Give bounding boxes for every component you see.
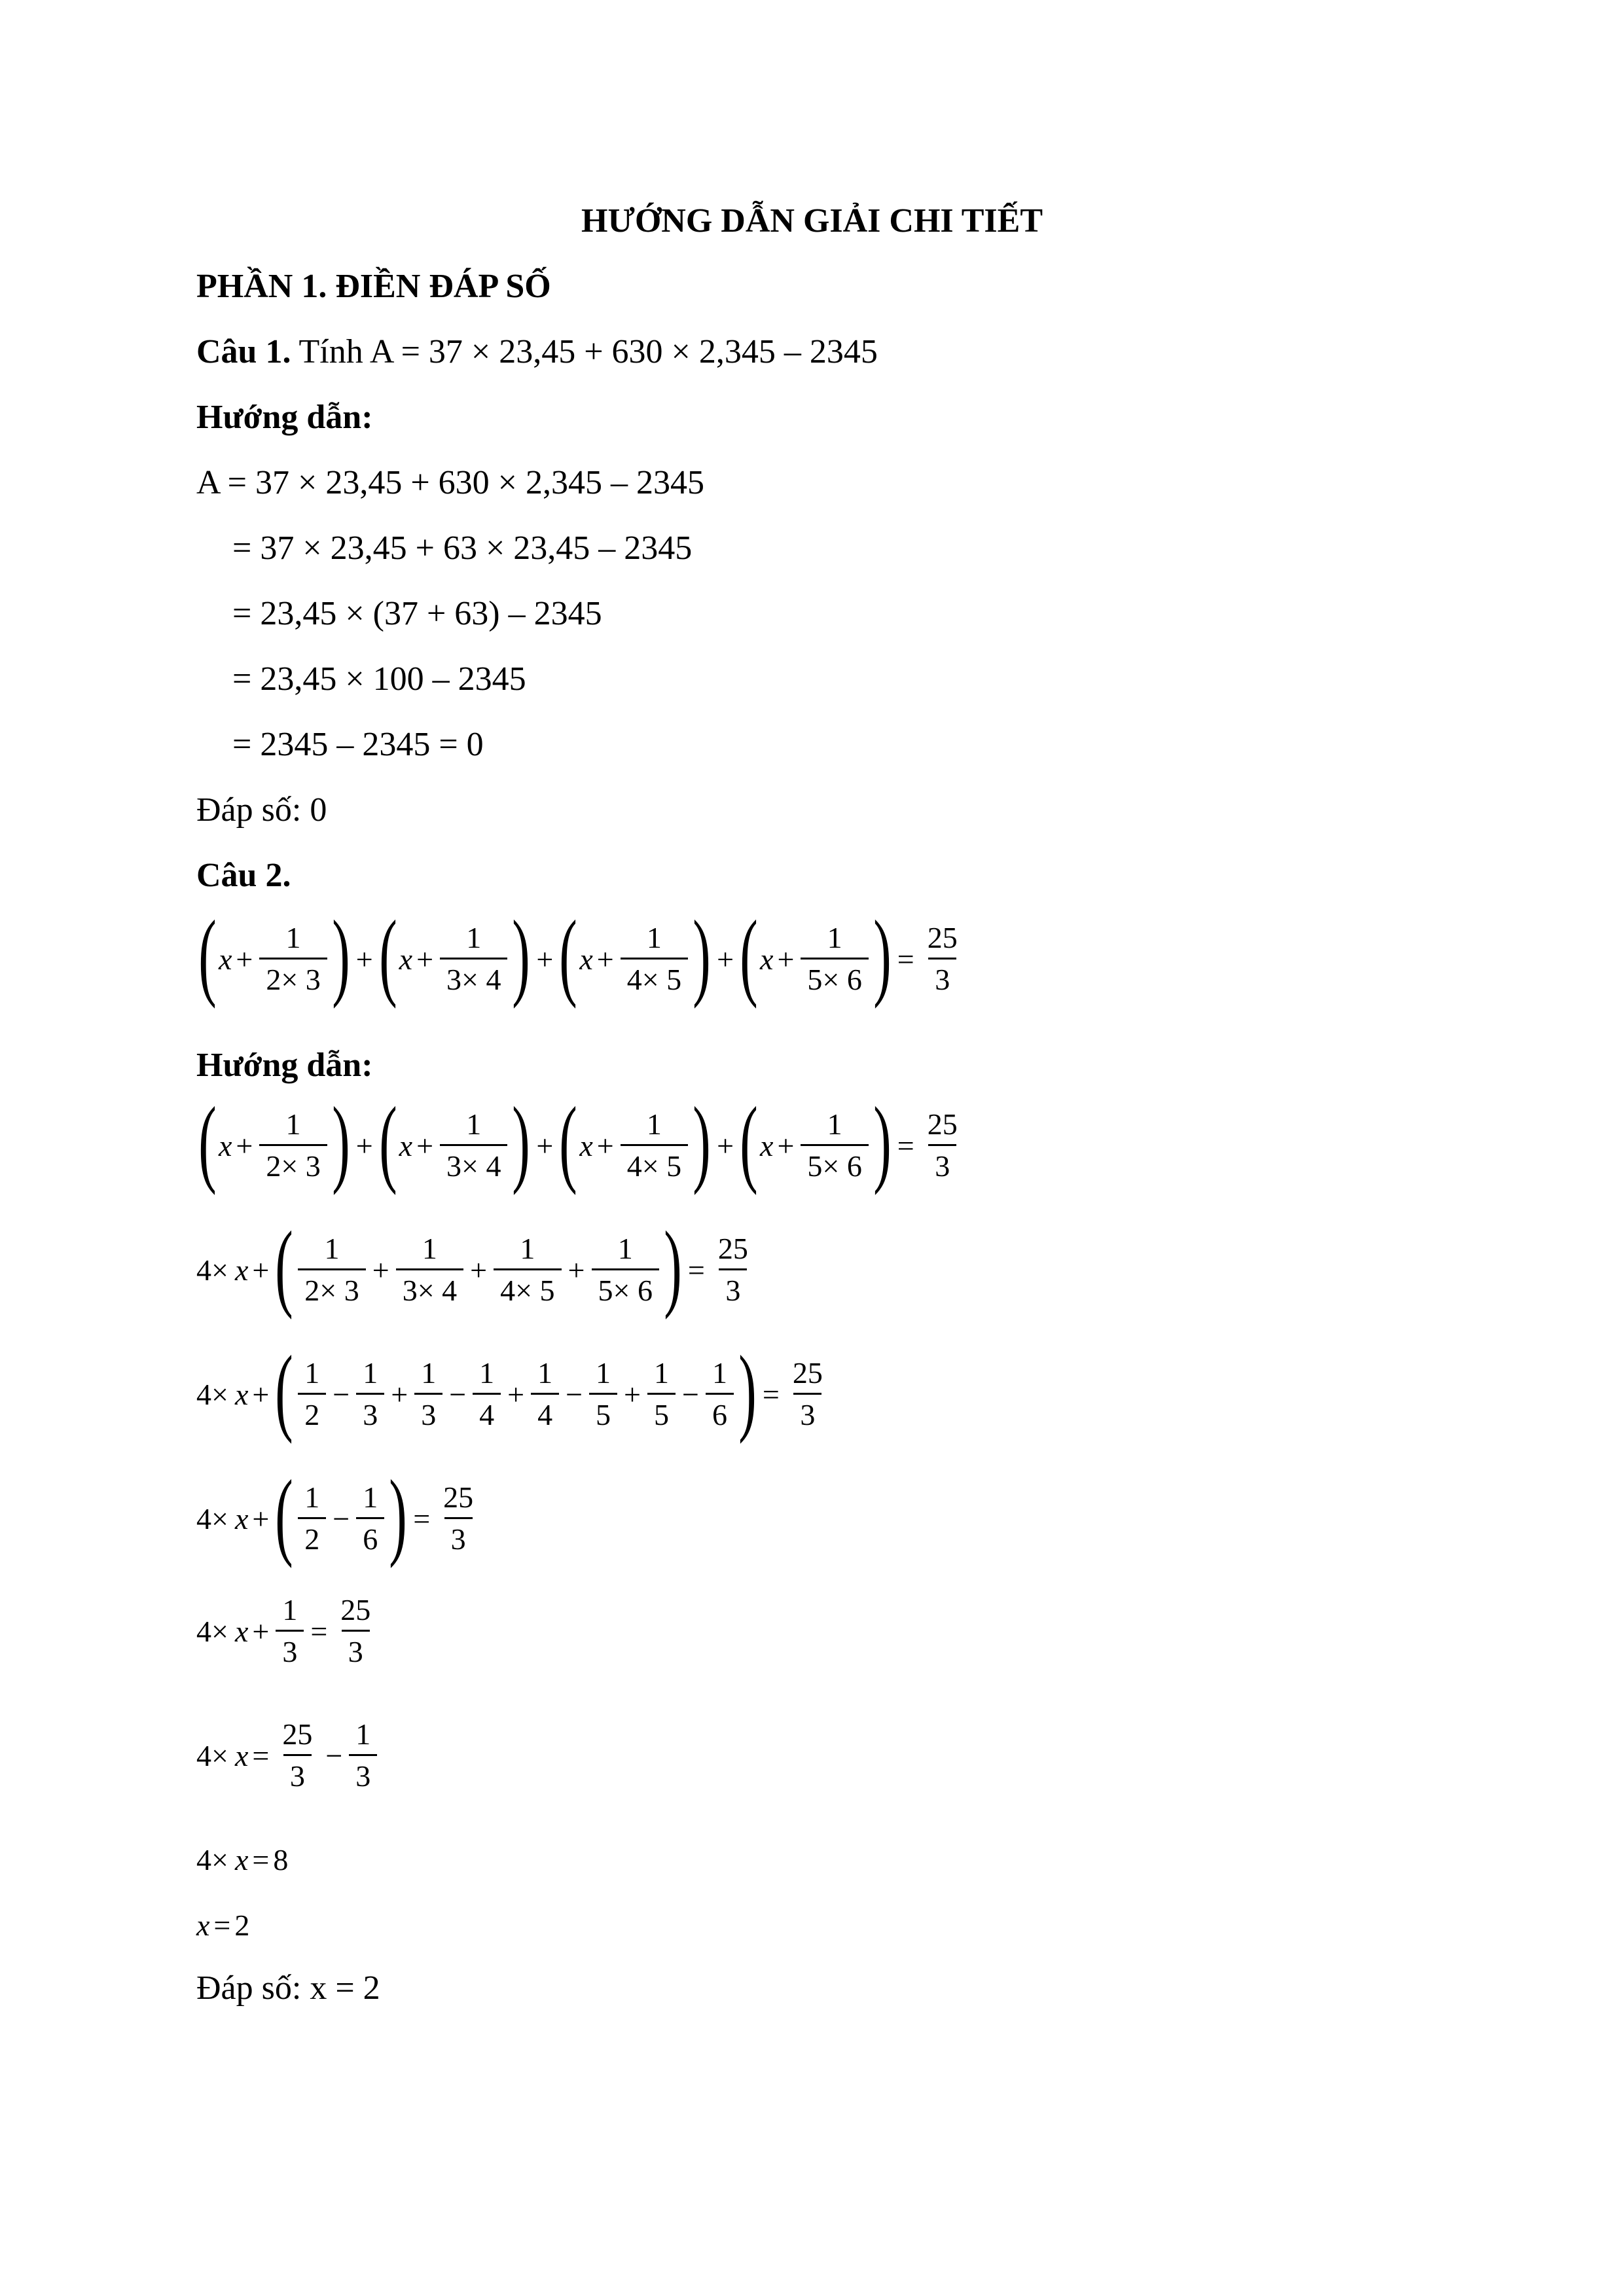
question-1-text: Tính A = 37 × 23,45 + 630 × 2,345 – 2345: [291, 333, 878, 370]
question-2-label: Câu 2.: [196, 857, 291, 894]
page-title: HƯỚNG DẪN GIẢI CHI TIẾT: [581, 202, 1043, 240]
equation-step-1: ( x + $\frac{1}{2\times 3}$ ) + ( x + $\frac{1}{3\times 4}$ ) + ( x + $\frac{1}{4\times 5}$ ) + ( x + $\frac{1}{5\times 6}$ ) = $\frac{25}{3}$: [198, 1087, 958, 1196]
question-1-answer: Đáp số: 0: [196, 791, 327, 829]
solution-step: = 2345 – 2345 = 0: [232, 726, 484, 763]
equation-step-3: 4× x + ( $\frac{1}{2}$ − $\frac{1}{3}$ + $\frac{1}{3}$ − $\frac{1}{4}$ + $\frac{1}{4}$ − $\frac{1}{5}$ + $\frac{1}{5}$ − $\frac{1}{6}$ ) = $\frac{25}{3}$: [196, 1336, 823, 1444]
solution-step: = 23,45 × (37 + 63) – 2345: [232, 595, 602, 632]
equation-step-6: 4× x = $\frac{25}{3}$ − $\frac{1}{3}$: [196, 1718, 380, 1793]
solution-step: A = 37 × 23,45 + 630 × 2,345 – 2345: [196, 464, 704, 501]
equation-step-8: x = 2: [196, 1909, 250, 1942]
question-2-guide-heading: Hướng dẫn:: [196, 1047, 373, 1084]
equation-step-4: 4× x + ( $\frac{1}{2}$ − $\frac{1}{6}$ ) = $\frac{25}{3}$: [196, 1460, 474, 1569]
solution-step: = 37 × 23,45 + 63 × 23,45 – 2345: [232, 529, 693, 567]
equation-step-7: 4× x = 8: [196, 1843, 289, 1876]
question-2-answer: Đáp số: x = 2: [196, 1969, 380, 2007]
equation-problem: ( x + $\frac{1}{2\times 3}$ ) + ( x + $\frac{1}{3\times 4}$ ) + ( x + $\frac{1}{4\times 5}$ ) + ( x + $\frac{1}{5\times 6}$ ) = $\frac{25}{3}$: [198, 901, 958, 1009]
question-1-label: Câu 1.: [196, 333, 291, 370]
solution-step: = 23,45 × 100 – 2345: [232, 660, 526, 698]
question-1: [196, 335, 878, 369]
section-heading: PHẦN 1. ĐIỀN ĐÁP SỐ: [196, 268, 551, 305]
question-1-guide-heading: Hướng dẫn:: [196, 399, 373, 436]
equation-step-5: 4× x + $\frac{1}{3}$ = $\frac{25}{3}$: [196, 1593, 371, 1668]
equation-step-2: 4× x + ( $\frac{1}{2\times 3}$ + $\frac{1}{3\times 4}$ + $\frac{1}{4\times 5}$ + $\frac{1}{5\times 6}$ ) = $\frac{25}{3}$: [196, 1211, 748, 1320]
